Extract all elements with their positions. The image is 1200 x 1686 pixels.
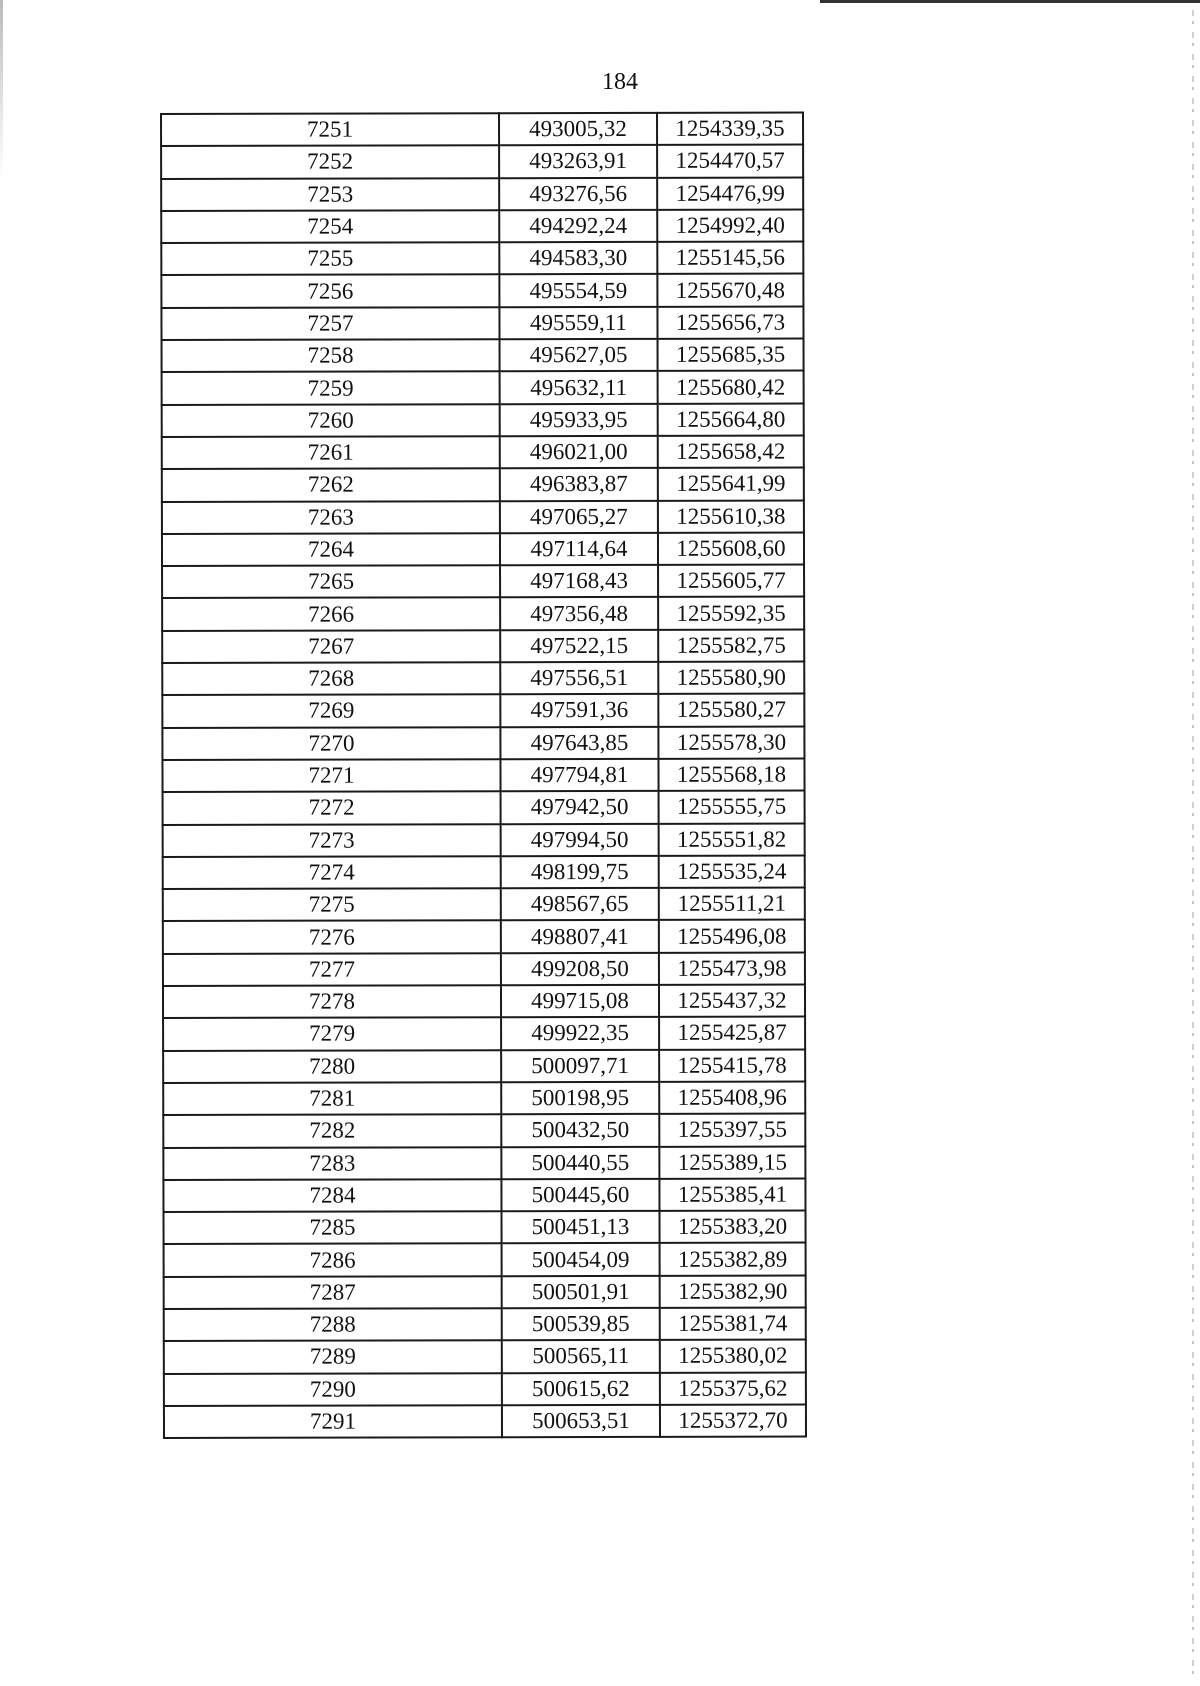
y-coordinate-cell: 1255578,30 — [658, 726, 804, 759]
point-number-cell: 7268 — [162, 662, 500, 695]
y-coordinate-cell: 1255372,70 — [660, 1404, 806, 1437]
table-row — [162, 532, 804, 566]
table-row — [163, 1178, 805, 1212]
x-coordinate-cell: 493005,32 — [499, 113, 657, 146]
point-number-cell: 7258 — [162, 339, 500, 372]
y-coordinate-cell: 1255535,24 — [659, 855, 805, 888]
y-coordinate-cell: 1255380,02 — [660, 1340, 806, 1373]
table-row — [164, 1404, 806, 1438]
point-number-cell: 7260 — [162, 404, 500, 437]
point-number-cell: 7254 — [161, 210, 499, 243]
table-row — [164, 1275, 806, 1309]
point-number-cell: 7261 — [162, 436, 500, 469]
point-number-cell: 7290 — [164, 1373, 502, 1406]
x-coordinate-cell: 500615,62 — [502, 1372, 660, 1405]
y-coordinate-cell: 1254992,40 — [657, 209, 803, 242]
y-coordinate-cell: 1255473,98 — [659, 952, 805, 985]
point-number-cell: 7272 — [163, 791, 501, 824]
x-coordinate-cell: 497994,50 — [501, 823, 659, 856]
table-row — [163, 985, 805, 1019]
x-coordinate-cell: 500501,91 — [502, 1276, 660, 1309]
x-coordinate-cell: 497942,50 — [501, 791, 659, 824]
scan-right-edge — [1192, 10, 1194, 1680]
table-row — [163, 920, 805, 954]
y-coordinate-cell: 1255383,20 — [659, 1211, 805, 1244]
table-row — [162, 726, 804, 760]
x-coordinate-cell: 499715,08 — [501, 985, 659, 1018]
point-number-cell: 7267 — [162, 630, 500, 663]
y-coordinate-cell: 1254476,99 — [657, 177, 803, 210]
x-coordinate-cell: 494292,24 — [499, 210, 657, 243]
y-coordinate-cell: 1255680,42 — [658, 371, 804, 404]
point-number-cell: 7280 — [163, 1050, 501, 1083]
y-coordinate-cell: 1255685,35 — [658, 339, 804, 372]
table-row — [164, 1243, 806, 1277]
point-number-cell: 7288 — [164, 1308, 502, 1341]
table-row — [163, 1146, 805, 1180]
table-row — [161, 145, 803, 179]
table-row — [162, 565, 804, 599]
table-row — [163, 855, 805, 889]
table-row — [163, 823, 805, 857]
table-row — [162, 597, 804, 631]
table-row — [162, 629, 804, 663]
point-number-cell: 7256 — [161, 275, 499, 308]
y-coordinate-cell: 1255389,15 — [659, 1146, 805, 1179]
table-row — [163, 1017, 805, 1051]
table-row — [161, 306, 803, 340]
table-row — [163, 1049, 805, 1083]
table-row — [161, 274, 803, 308]
y-coordinate-cell: 1255375,62 — [660, 1372, 806, 1405]
table-row — [162, 436, 804, 470]
point-number-cell: 7257 — [161, 307, 499, 340]
coordinates-table-body — [161, 113, 806, 1439]
point-number-cell: 7270 — [162, 727, 500, 760]
point-number-cell: 7255 — [161, 242, 499, 275]
y-coordinate-cell: 1255555,75 — [659, 791, 805, 824]
point-number-cell: 7277 — [163, 953, 501, 986]
y-coordinate-cell: 1255658,42 — [658, 436, 804, 469]
x-coordinate-cell: 495554,59 — [499, 274, 657, 307]
table-row — [164, 1372, 806, 1406]
y-coordinate-cell: 1254339,35 — [657, 113, 803, 146]
x-coordinate-cell: 493263,91 — [499, 145, 657, 178]
table-row — [163, 1211, 805, 1245]
point-number-cell: 7266 — [162, 598, 500, 631]
point-number-cell: 7252 — [161, 146, 499, 179]
x-coordinate-cell: 500451,13 — [501, 1211, 659, 1244]
table-row — [162, 339, 804, 373]
table-row — [162, 371, 804, 405]
y-coordinate-cell: 1255496,08 — [659, 920, 805, 953]
table-row — [162, 468, 804, 502]
table-row — [163, 1081, 805, 1115]
x-coordinate-cell: 494583,30 — [499, 242, 657, 275]
x-coordinate-cell: 495933,95 — [500, 404, 658, 437]
page-number: 184 — [602, 69, 638, 95]
y-coordinate-cell: 1255415,78 — [659, 1049, 805, 1082]
x-coordinate-cell: 497356,48 — [500, 597, 658, 630]
x-coordinate-cell: 495559,11 — [499, 307, 657, 340]
y-coordinate-cell: 1255408,96 — [659, 1081, 805, 1114]
y-coordinate-cell: 1255656,73 — [657, 306, 803, 339]
point-number-cell: 7264 — [162, 533, 500, 566]
x-coordinate-cell: 497065,27 — [500, 500, 658, 533]
table-row — [164, 1340, 806, 1374]
x-coordinate-cell: 497591,36 — [500, 694, 658, 727]
x-coordinate-cell: 496383,87 — [500, 468, 658, 501]
y-coordinate-cell: 1255605,77 — [658, 565, 804, 598]
x-coordinate-cell: 496021,00 — [500, 436, 658, 469]
y-coordinate-cell: 1255592,35 — [658, 597, 804, 630]
x-coordinate-cell: 500097,71 — [501, 1049, 659, 1082]
y-coordinate-cell: 1255641,99 — [658, 468, 804, 501]
table-row — [161, 209, 803, 243]
x-coordinate-cell: 497522,15 — [500, 630, 658, 663]
point-number-cell: 7263 — [162, 501, 500, 534]
x-coordinate-cell: 497556,51 — [500, 662, 658, 695]
table-row — [161, 113, 803, 147]
y-coordinate-cell: 1255580,90 — [658, 662, 804, 695]
x-coordinate-cell: 500653,51 — [502, 1405, 660, 1438]
y-coordinate-cell: 1255568,18 — [658, 758, 804, 791]
y-coordinate-cell: 1255145,56 — [657, 242, 803, 275]
y-coordinate-cell: 1255664,80 — [658, 403, 804, 436]
x-coordinate-cell: 497168,43 — [500, 565, 658, 598]
x-coordinate-cell: 500440,55 — [501, 1146, 659, 1179]
x-coordinate-cell: 500454,09 — [502, 1243, 660, 1276]
y-coordinate-cell: 1255580,27 — [658, 694, 804, 727]
top-edge-rule — [820, 0, 1200, 3]
y-coordinate-cell: 1255610,38 — [658, 500, 804, 533]
point-number-cell: 7286 — [164, 1244, 502, 1277]
point-number-cell: 7285 — [163, 1211, 501, 1244]
x-coordinate-cell: 500539,85 — [502, 1308, 660, 1341]
point-number-cell: 7276 — [163, 921, 501, 954]
x-coordinate-cell: 498199,75 — [501, 856, 659, 889]
y-coordinate-cell: 1255437,32 — [659, 985, 805, 1018]
y-coordinate-cell: 1255382,90 — [660, 1275, 806, 1308]
point-number-cell: 7274 — [163, 856, 501, 889]
table-row — [161, 177, 803, 211]
table-row — [162, 403, 804, 437]
coordinates-table — [160, 112, 807, 1440]
y-coordinate-cell: 1255381,74 — [660, 1308, 806, 1341]
x-coordinate-cell: 497114,64 — [500, 533, 658, 566]
y-coordinate-cell: 1255425,87 — [659, 1017, 805, 1050]
point-number-cell: 7253 — [161, 178, 499, 211]
x-coordinate-cell: 498807,41 — [501, 920, 659, 953]
y-coordinate-cell: 1255385,41 — [659, 1178, 805, 1211]
x-coordinate-cell: 498567,65 — [501, 888, 659, 921]
point-number-cell: 7284 — [163, 1179, 501, 1212]
y-coordinate-cell: 1255397,55 — [659, 1114, 805, 1147]
point-number-cell: 7289 — [164, 1341, 502, 1374]
point-number-cell: 7287 — [164, 1276, 502, 1309]
x-coordinate-cell: 493276,56 — [499, 177, 657, 210]
table-row — [163, 1114, 805, 1148]
point-number-cell: 7278 — [163, 985, 501, 1018]
x-coordinate-cell: 500432,50 — [501, 1114, 659, 1147]
x-coordinate-cell: 495627,05 — [500, 339, 658, 372]
table-row — [161, 242, 803, 276]
point-number-cell: 7281 — [163, 1082, 501, 1115]
point-number-cell: 7251 — [161, 113, 499, 146]
point-number-cell: 7283 — [163, 1147, 501, 1180]
x-coordinate-cell: 497794,81 — [500, 759, 658, 792]
table-row — [164, 1308, 806, 1342]
y-coordinate-cell: 1255551,82 — [659, 823, 805, 856]
x-coordinate-cell: 499922,35 — [501, 1017, 659, 1050]
table-row — [163, 791, 805, 825]
y-coordinate-cell: 1255608,60 — [658, 532, 804, 565]
point-number-cell: 7275 — [163, 888, 501, 921]
table-row — [162, 758, 804, 792]
x-coordinate-cell: 495632,11 — [500, 371, 658, 404]
point-number-cell: 7269 — [162, 695, 500, 728]
y-coordinate-cell: 1255382,89 — [660, 1243, 806, 1276]
point-number-cell: 7279 — [163, 1018, 501, 1051]
scan-left-edge — [0, 0, 3, 180]
x-coordinate-cell: 497643,85 — [500, 727, 658, 760]
point-number-cell: 7259 — [162, 372, 500, 405]
table-row — [163, 888, 805, 922]
y-coordinate-cell: 1255582,75 — [658, 629, 804, 662]
x-coordinate-cell: 499208,50 — [501, 953, 659, 986]
x-coordinate-cell: 500445,60 — [501, 1179, 659, 1212]
table-row — [163, 952, 805, 986]
point-number-cell: 7271 — [162, 759, 500, 792]
y-coordinate-cell: 1255511,21 — [659, 888, 805, 921]
y-coordinate-cell: 1254470,57 — [657, 145, 803, 178]
x-coordinate-cell: 500565,11 — [502, 1340, 660, 1373]
point-number-cell: 7262 — [162, 468, 500, 501]
y-coordinate-cell: 1255670,48 — [657, 274, 803, 307]
table-row — [162, 662, 804, 696]
x-coordinate-cell: 500198,95 — [501, 1082, 659, 1115]
point-number-cell: 7265 — [162, 565, 500, 598]
point-number-cell: 7273 — [163, 824, 501, 857]
table-row — [162, 694, 804, 728]
table-row — [162, 500, 804, 534]
point-number-cell: 7291 — [164, 1405, 502, 1438]
point-number-cell: 7282 — [163, 1114, 501, 1147]
